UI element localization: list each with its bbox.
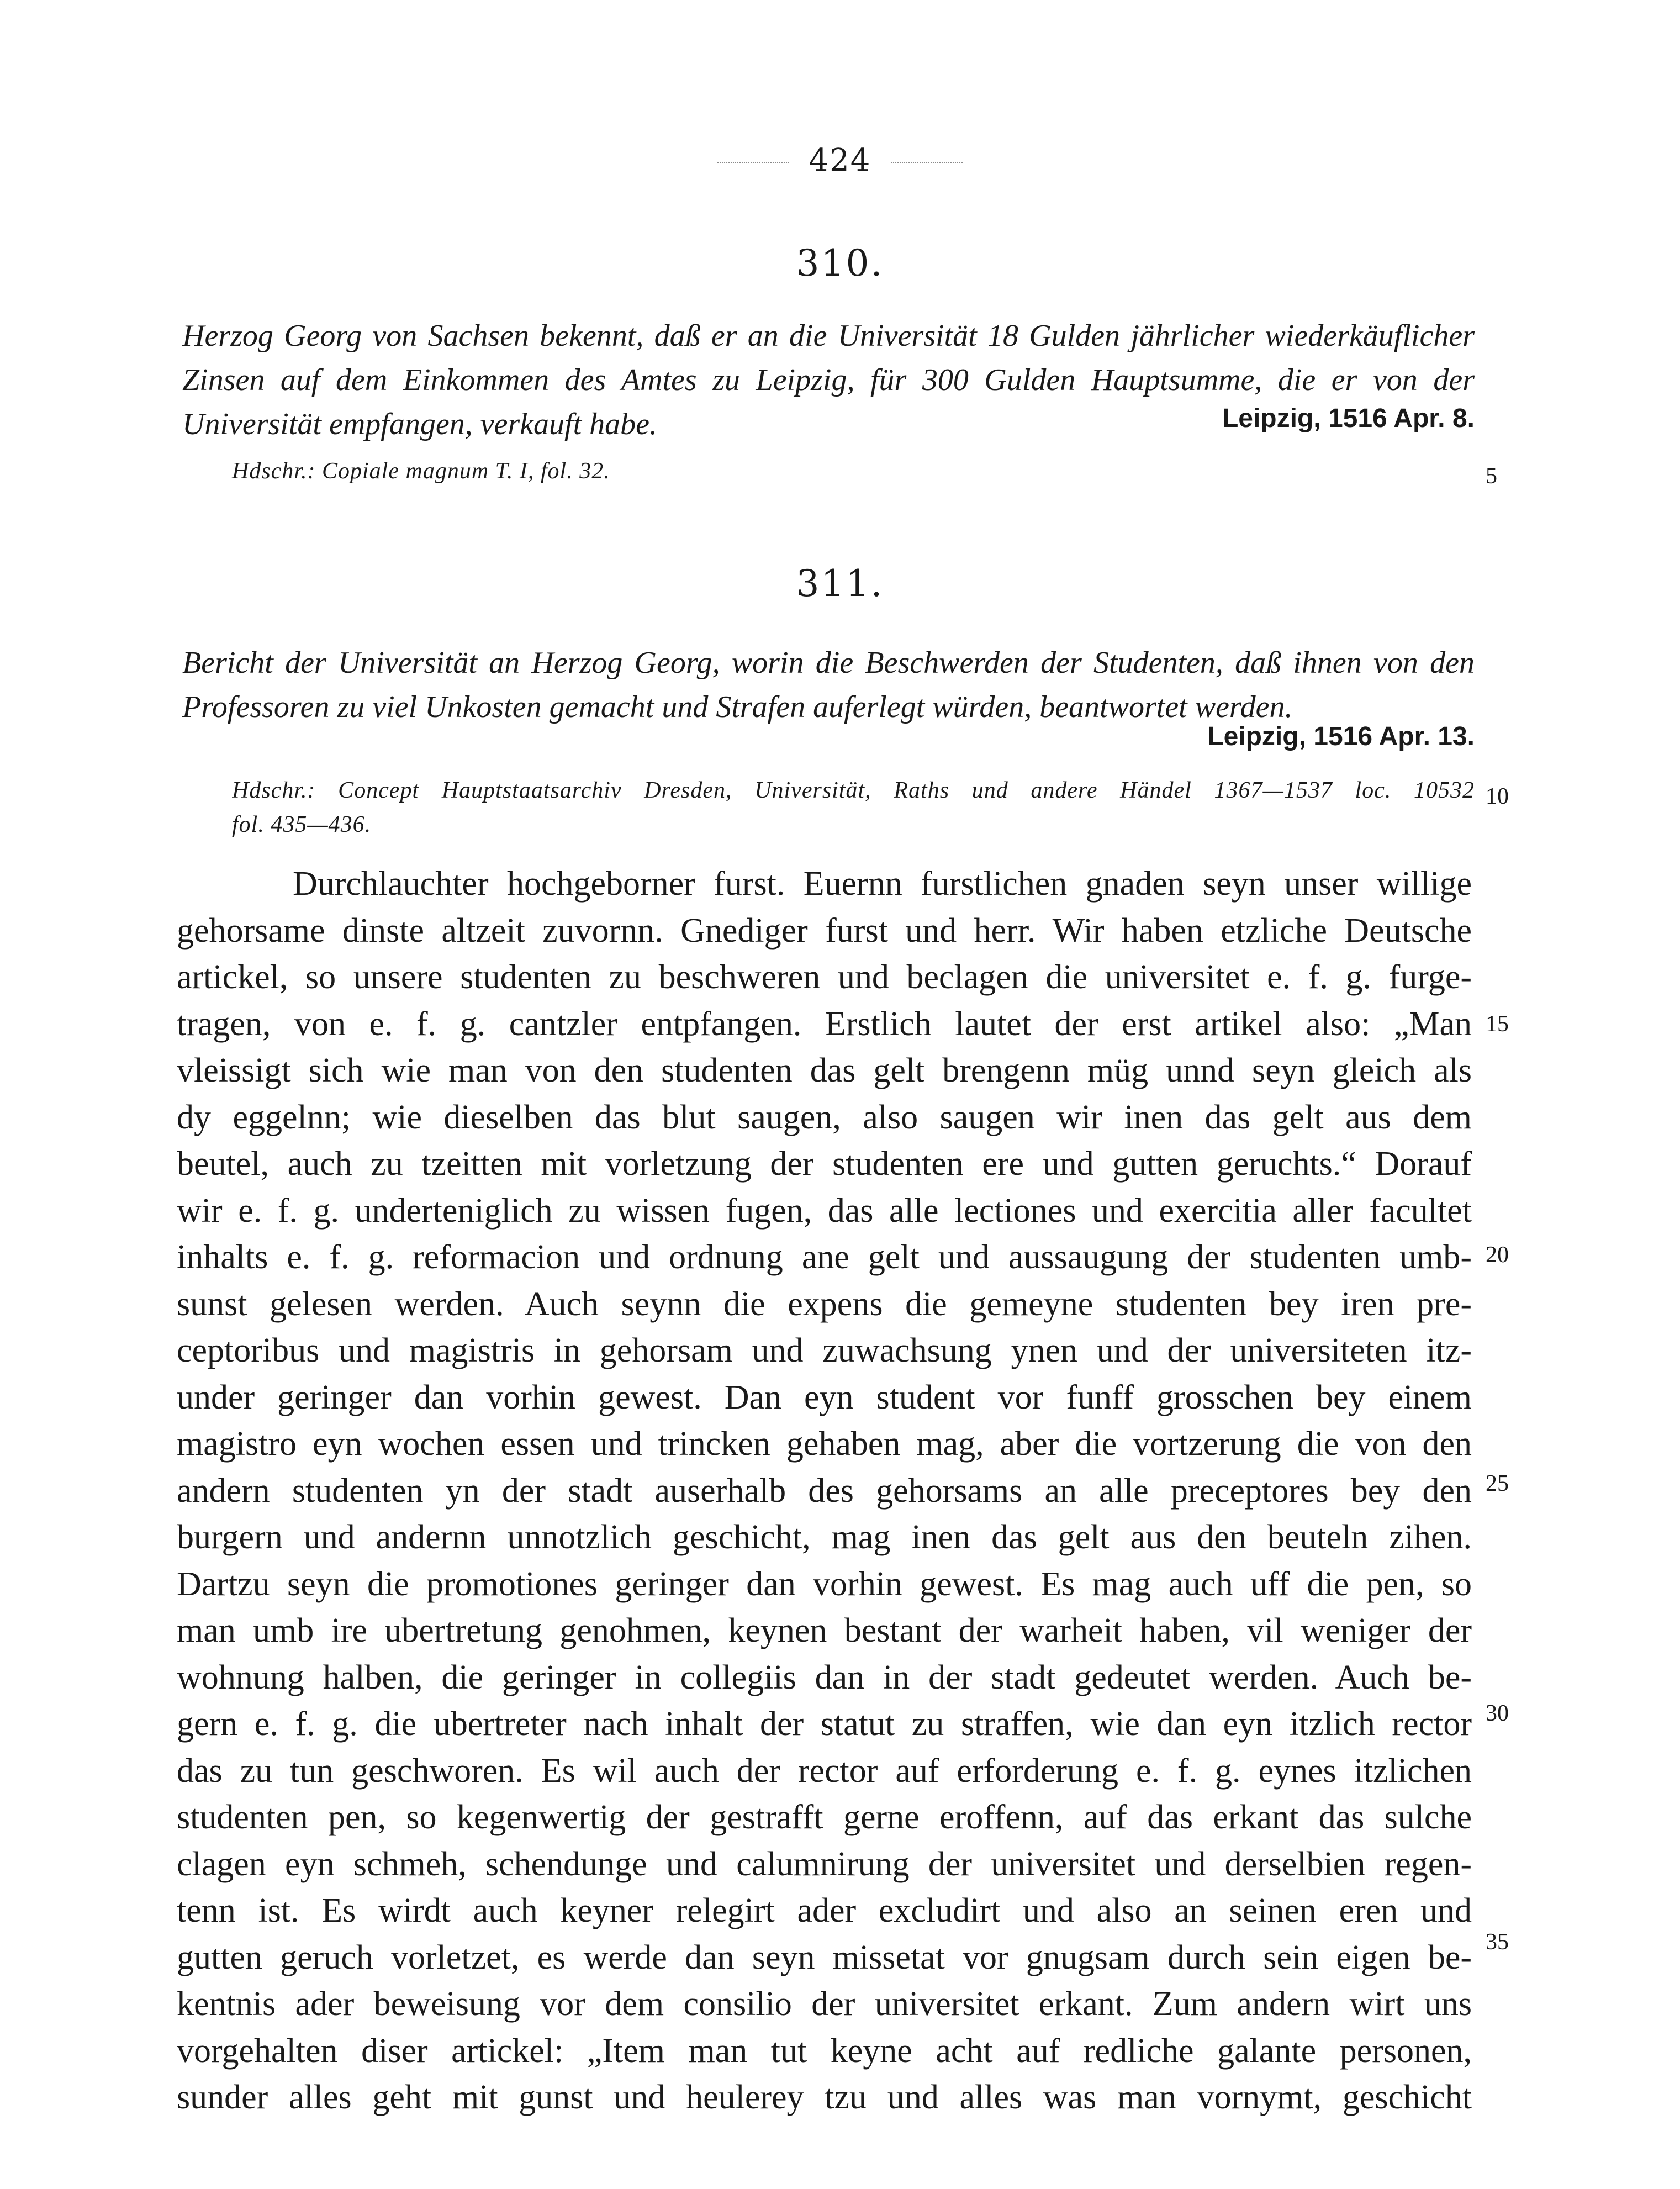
document-310-source: Hdschr.: Copiale magnum T. I, fol. 32. (232, 458, 610, 484)
document-311-date: Leipzig, 1516 Apr. 13. (1207, 722, 1475, 751)
body-line: Dartzu seyn die promotiones geringer dan vorhin gewest. Es mag auch uff die pen, so (177, 1565, 1472, 1603)
body-line: vorgehalten diser artickel: „Item man tut keyne acht auf redliche galante personen, (177, 2032, 1472, 2070)
page-number: 424 (809, 143, 871, 178)
body-line: gehorsame dinste altzeit zuvornn. Gnediger furst und herr. Wir haben etzliche Deutsche (177, 911, 1472, 950)
body-line: magistro eyn wochen essen und trincken gehaben mag, aber die vortzerung die von den (177, 1425, 1472, 1463)
line-marker: 25 (1486, 1471, 1509, 1496)
body-line: wohnung halben, die geringer in collegiis dan in der stadt gedeutet werden. Auch be- (177, 1658, 1472, 1696)
body-line: kentnis ader beweisung vor dem consilio der universitet erkant. Zum andern wirt uns (177, 1985, 1472, 2023)
decorative-dash-right (891, 162, 963, 163)
document-310-regest: Herzog Georg von Sachsen bekennt, daß er an die Universität 18 Gulden jährlicher wiederkäuflicher Zinsen auf dem Einkommen des Amtes zu Leipzig, für 300 Gulden Hauptsumme, die er von der Universität empfangen, verkauft habe. (182, 319, 1475, 441)
body-line: inhalts e. f. g. reformacion und ordnung ane gelt und aussaugung der studenten umb- (177, 1238, 1472, 1276)
body-line: gutten geruch vorletzet, es werde dan seyn missetat vor gnugsam durch sein eigen be- (177, 1938, 1472, 1976)
document-number-310: 310. (796, 242, 884, 284)
page-number-line (0, 143, 1680, 178)
body-line: tenn ist. Es wirdt auch keyner relegirt ader excludirt und also an seinen eren und (177, 1892, 1472, 1929)
body-line: dy eggelnn; wie dieselben das blut saugen, also saugen wir inen das gelt aus dem (177, 1098, 1472, 1136)
document-311-body (177, 861, 1472, 2121)
line-marker: 10 (1486, 784, 1509, 809)
body-line: under geringer dan vorhin gewest. Dan eyn student vor funff grosschen bey einem (177, 1378, 1472, 1416)
decorative-dash-left (717, 162, 789, 163)
body-line: burgern und andernn unnotzlich geschicht, mag inen das gelt aus den beuteln zihen. (177, 1518, 1472, 1556)
body-line: vleissigt sich wie man von den studenten das gelt brengenn müg unnd seyn gleich als (177, 1052, 1472, 1089)
document-310-date: Leipzig, 1516 Apr. 8. (1222, 404, 1475, 433)
body-line: ceptoribus und magistris in gehorsam und zuwachsung ynen und der universiteten itz- (177, 1332, 1472, 1369)
line-marker: 35 (1486, 1929, 1509, 1955)
line-marker: 15 (1486, 1011, 1509, 1037)
body-line: sunder alles geht mit gunst und heulerey tzu und alles was man vornymt, geschicht (177, 2079, 1472, 2116)
body-line: Durchlauchter hochgeborner furst. Euernn furstlichen gnaden seyn unser willige (293, 865, 1472, 903)
body-line: das zu tun geschworen. Es wil auch der rector auf erforderung e. f. g. eynes itzlichen (177, 1752, 1472, 1790)
body-line: andern studenten yn der stadt auserhalb des gehorsams an alle preceptores bey den (177, 1471, 1472, 1510)
line-marker: 5 (1486, 463, 1497, 489)
line-marker: 20 (1486, 1242, 1509, 1268)
body-line: beutel, auch zu tzeitten mit vorletzung der studenten ere und gutten geruchts.“ Dorauf (177, 1145, 1472, 1183)
document-number-311: 311. (796, 562, 884, 605)
body-line: wir e. f. g. underteniglich zu wissen fugen, das alle lectiones und exercitia aller facultet (177, 1191, 1472, 1230)
document-311-source (232, 773, 1475, 842)
source-line: Hdschr.: Concept Hauptstaatsarchiv Dresden, Universität, Raths und andere Händel 1367—1537 loc. 10532 (232, 778, 1475, 803)
line-marker: 30 (1486, 1701, 1509, 1726)
body-line: gern e. f. g. die ubertreter nach inhalt der statut zu straffen, wie dan eyn itzlich rector (177, 1705, 1472, 1743)
body-line: man umb ire ubertretung genohmen, keynen bestant der warheit haben, vil weniger der (177, 1612, 1472, 1649)
body-line: studenten pen, so kegenwertig der gestrafft gerne eroffenn, auf das erkant das sulche (177, 1798, 1472, 1836)
body-line: sunst gelesen werden. Auch seynn die expens die gemeyne studenten bey iren pre- (177, 1285, 1472, 1323)
body-line: artickel, so unsere studenten zu beschweren und beclagen die universitet e. f. g. furge- (177, 958, 1472, 996)
document-311-regest: Bericht der Universität an Herzog Georg, worin die Beschwerden der Studenten, daß ihnen von den Professoren zu viel Unkosten gemacht und Strafen auferlegt würden, beantwortet werden. (182, 646, 1475, 724)
source-line: fol. 435—436. (232, 812, 372, 837)
body-line: tragen, von e. f. g. cantzler entpfangen. Erstlich lautet der erst artikel also: „Man (177, 1005, 1472, 1043)
body-line: clagen eyn schmeh, schendunge und calumnirung der universitet und derselbien regen- (177, 1845, 1472, 1883)
